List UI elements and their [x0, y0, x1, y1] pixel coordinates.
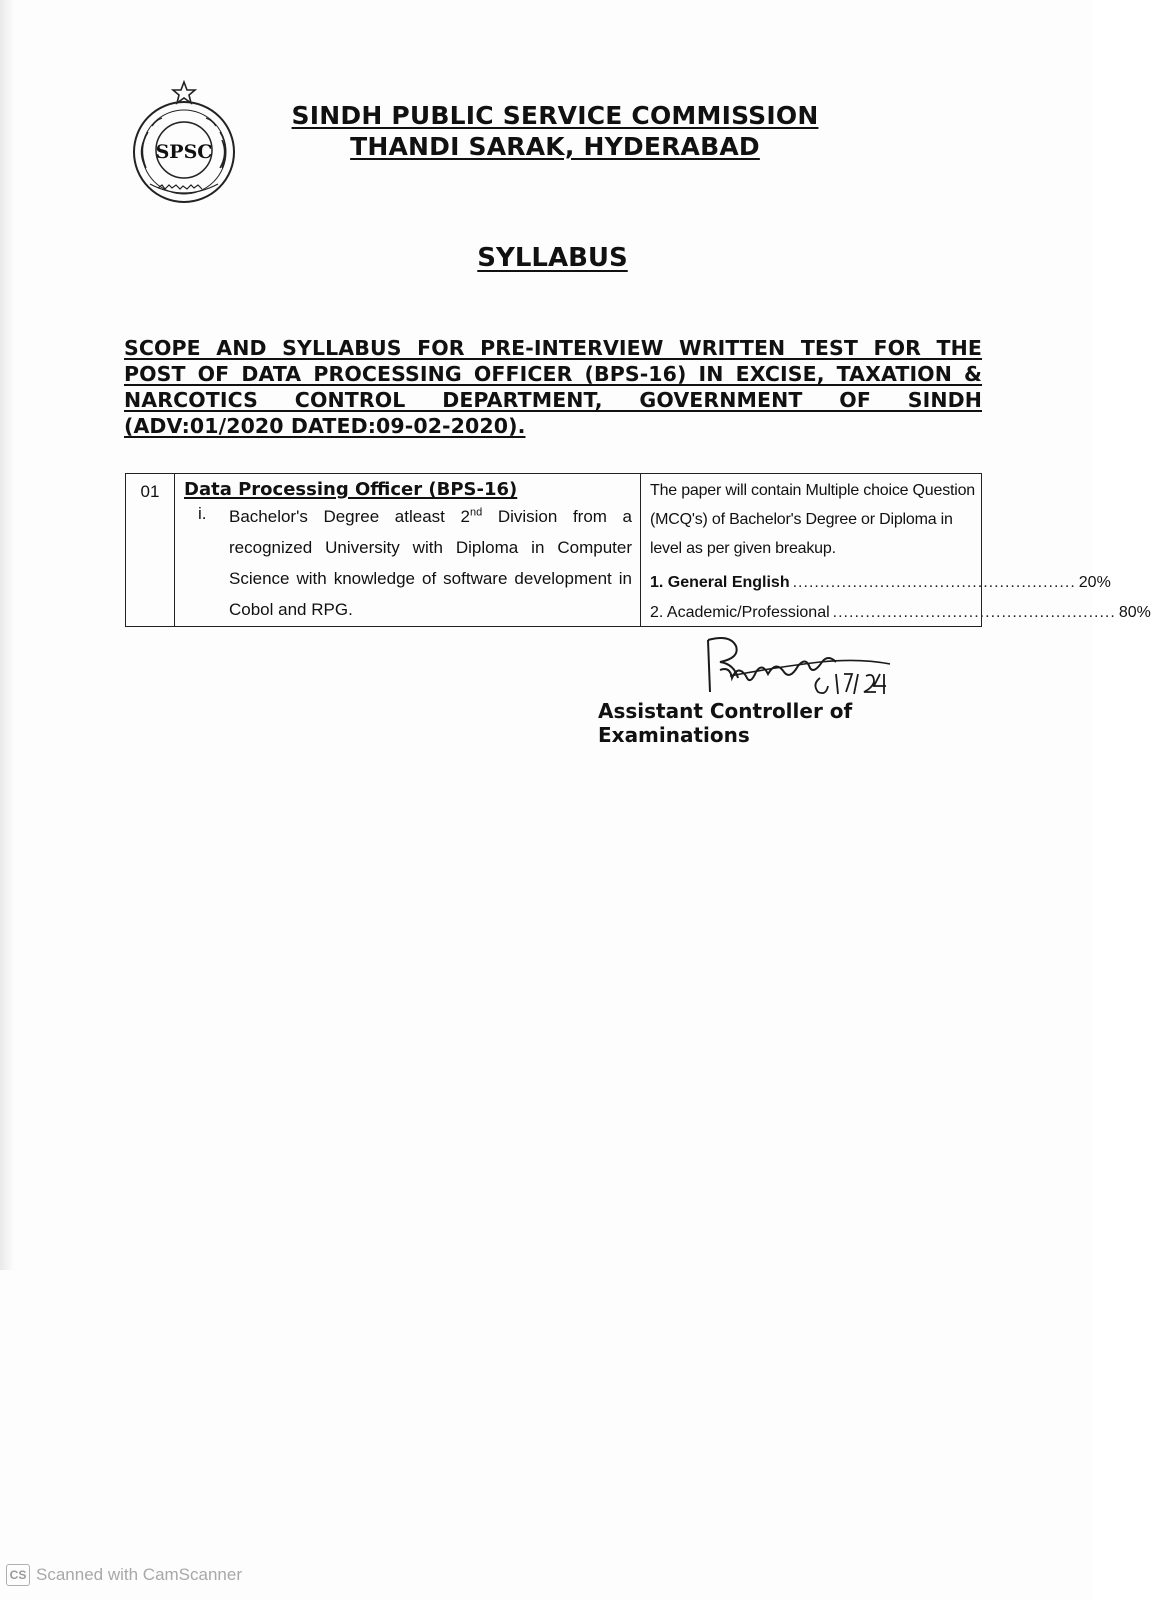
- breakup-row: [650, 574, 1111, 592]
- requirement-text-end: Division from a recognized University with Diploma in Computer Science with knowledge of software development in Cobol and RPG.: [229, 507, 633, 619]
- breakup-percent: 80%: [1118, 604, 1151, 621]
- watermark-text: Scanned with CamScanner: [36, 1565, 243, 1584]
- breakup-label: 2. Academic/Professional: [650, 604, 830, 621]
- serial-cell: [126, 474, 175, 626]
- requirement-superscript: nd: [469, 506, 483, 519]
- requirement-text: [229, 501, 632, 625]
- post-cell: [175, 474, 641, 626]
- seal-monogram: SPSC: [155, 141, 213, 163]
- leader-dots: ....................................................: [832, 604, 1116, 621]
- organization-name: SINDH PUBLIC SERVICE COMMISSION: [291, 101, 819, 130]
- requirement-marker: i.: [198, 504, 207, 523]
- handwritten-signature: [690, 630, 930, 710]
- breakup-row: [650, 604, 1151, 622]
- scanner-watermark: [6, 1563, 242, 1587]
- requirement-text-start: Bachelor's Degree atleast 2: [229, 507, 470, 526]
- serial-number: 01: [140, 482, 160, 501]
- scan-edge-shadow: [0, 0, 14, 1270]
- spsc-seal-icon: [122, 80, 246, 204]
- syllabus-table: [125, 473, 1151, 627]
- breakup-percent: 20%: [1078, 574, 1111, 591]
- camscanner-logo-icon: CS: [6, 1564, 30, 1586]
- paper-cell: [641, 474, 1151, 626]
- signatory-title: Assistant Controller of Examinations: [598, 699, 853, 747]
- document-heading: SYLLABUS: [477, 243, 628, 273]
- breakup-label: 1. General English: [650, 574, 790, 591]
- leader-dots: ....................................................: [792, 574, 1076, 591]
- organization-address: THANDI SARAK, HYDERABAD: [350, 132, 760, 161]
- scope-paragraph: SCOPE AND SYLLABUS FOR PRE-INTERVIEW WRITTEN TEST FOR THE POST OF DATA PROCESSING OFFICER (BPS-16) IN EXCISE, TAXATION & NARCOTICS CONTROL DEPARTMENT, GOVERNMENT OF SINDH (ADV:01/2020 DATED:09-02-2020).: [124, 336, 982, 438]
- paper-description: The paper will contain Multiple choice Question (MCQ's) of Bachelor's Degree or Diploma in level as per given breakup.: [650, 482, 975, 557]
- post-title: Data Processing Officer (BPS-16): [184, 479, 518, 500]
- organization-header: [260, 100, 850, 162]
